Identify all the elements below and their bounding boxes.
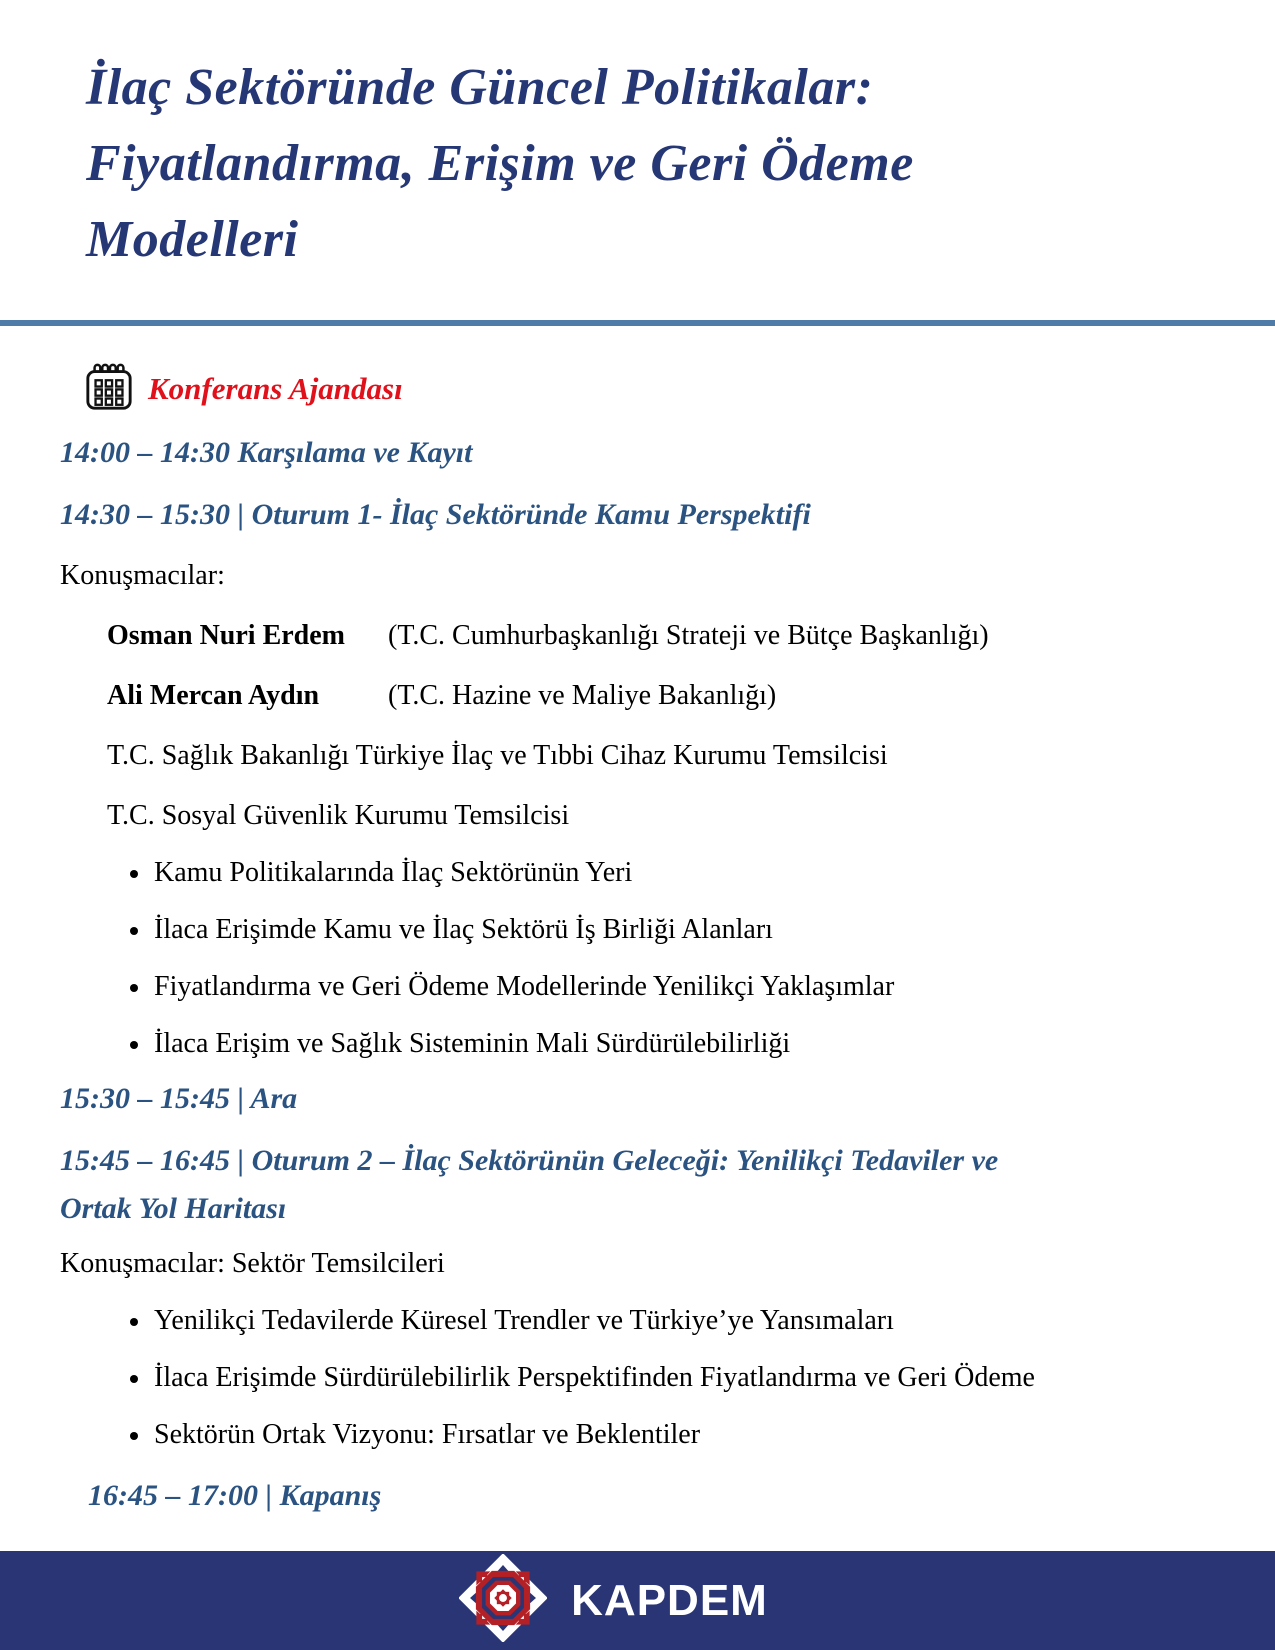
footer-logo (459, 1554, 768, 1647)
footer-bar (0, 1551, 1275, 1650)
kapdem-emblem-icon (459, 1554, 547, 1647)
bullet-icon (130, 1375, 138, 1383)
topic-item (60, 1418, 1215, 1452)
topic-text: Yenilikçi Tedavilerde Küresel Trendler ve Türkiye’ye Yansımaları (154, 1304, 894, 1336)
document-title (0, 0, 1275, 278)
session-time-welcome: 14:00 – 14:30 Karşılama ve Kayıt (60, 435, 473, 469)
topic-text: Kamu Politikalarında İlaç Sektörünün Yeri (154, 856, 633, 888)
speaker-affiliation: (T.C. Cumhurbaşkanlığı Strateji ve Bütçe Başkanlığı) (388, 619, 989, 651)
calendar-icon (84, 360, 134, 419)
topic-item (60, 913, 1215, 947)
topic-text: İlaca Erişimde Kamu ve İlaç Sektörü İş Birliği Alanları (154, 913, 773, 945)
topic-text: Fiyatlandırma ve Geri Ödeme Modellerinde Yenilikçi Yaklaşımlar (154, 970, 895, 1002)
speakers-label-2: Konuşmacılar: Sektör Temsilcileri (60, 1247, 445, 1279)
footer-logo-text: KAPDEM (571, 1575, 768, 1625)
topic-item (60, 856, 1215, 890)
speaker-affiliation: (T.C. Hazine ve Maliye Bakanlığı) (388, 679, 777, 711)
document-title-line-1: İlaç Sektöründe Güncel Politikalar: (86, 59, 874, 116)
agenda-heading: Konferans Ajandası (148, 371, 403, 407)
session-time-oturum-2: 15:45 – 16:45 | Oturum 2 – İlaç Sektörünün Geleceği: Yenilikçi Tedaviler ve Ortak Yol Haritası (60, 1143, 999, 1225)
session-time-closing: 16:45 – 17:00 | Kapanış (88, 1478, 382, 1512)
representative-line: T.C. Sağlık Bakanlığı Türkiye İlaç ve Tıbbi Cihaz Kurumu Temsilcisi (107, 739, 888, 771)
bullet-icon (130, 984, 138, 992)
agenda-header (84, 360, 1215, 419)
agenda-content (0, 360, 1275, 1514)
document-title-line-3: Modelleri (86, 210, 299, 268)
bullet-icon (130, 870, 138, 878)
speaker-name: Ali Mercan Aydın (107, 679, 320, 711)
bullet-icon (130, 1318, 138, 1326)
topic-text: İlaca Erişimde Sürdürülebilirlik Perspektifinden Fiyatlandırma ve Geri Ödeme (154, 1361, 1035, 1393)
topic-text: İlaca Erişim ve Sağlık Sisteminin Mali Sürdürülebilirliği (154, 1027, 791, 1059)
bullet-icon (130, 1432, 138, 1440)
topic-item (60, 1304, 1215, 1338)
speaker-row (60, 679, 1215, 713)
speaker-name: Osman Nuri Erdem (107, 619, 345, 651)
title-divider (0, 320, 1275, 326)
session-time-oturum-1: 14:30 – 15:30 | Oturum 1- İlaç Sektöründe Kamu Perspektifi (60, 497, 811, 531)
speaker-row (60, 619, 1215, 653)
speakers-label: Konuşmacılar: (60, 559, 225, 591)
topic-item (60, 1027, 1215, 1061)
session-time-break: 15:30 – 15:45 | Ara (60, 1081, 298, 1115)
topic-item (60, 970, 1215, 1004)
document-title-line-2: Fiyatlandırma, Erişim ve Geri Ödeme (86, 134, 914, 192)
bullet-icon (130, 1041, 138, 1049)
bullet-icon (130, 927, 138, 935)
topic-item (60, 1361, 1215, 1395)
representative-line: T.C. Sosyal Güvenlik Kurumu Temsilcisi (107, 799, 570, 831)
topic-text: Sektörün Ortak Vizyonu: Fırsatlar ve Beklentiler (154, 1418, 701, 1450)
